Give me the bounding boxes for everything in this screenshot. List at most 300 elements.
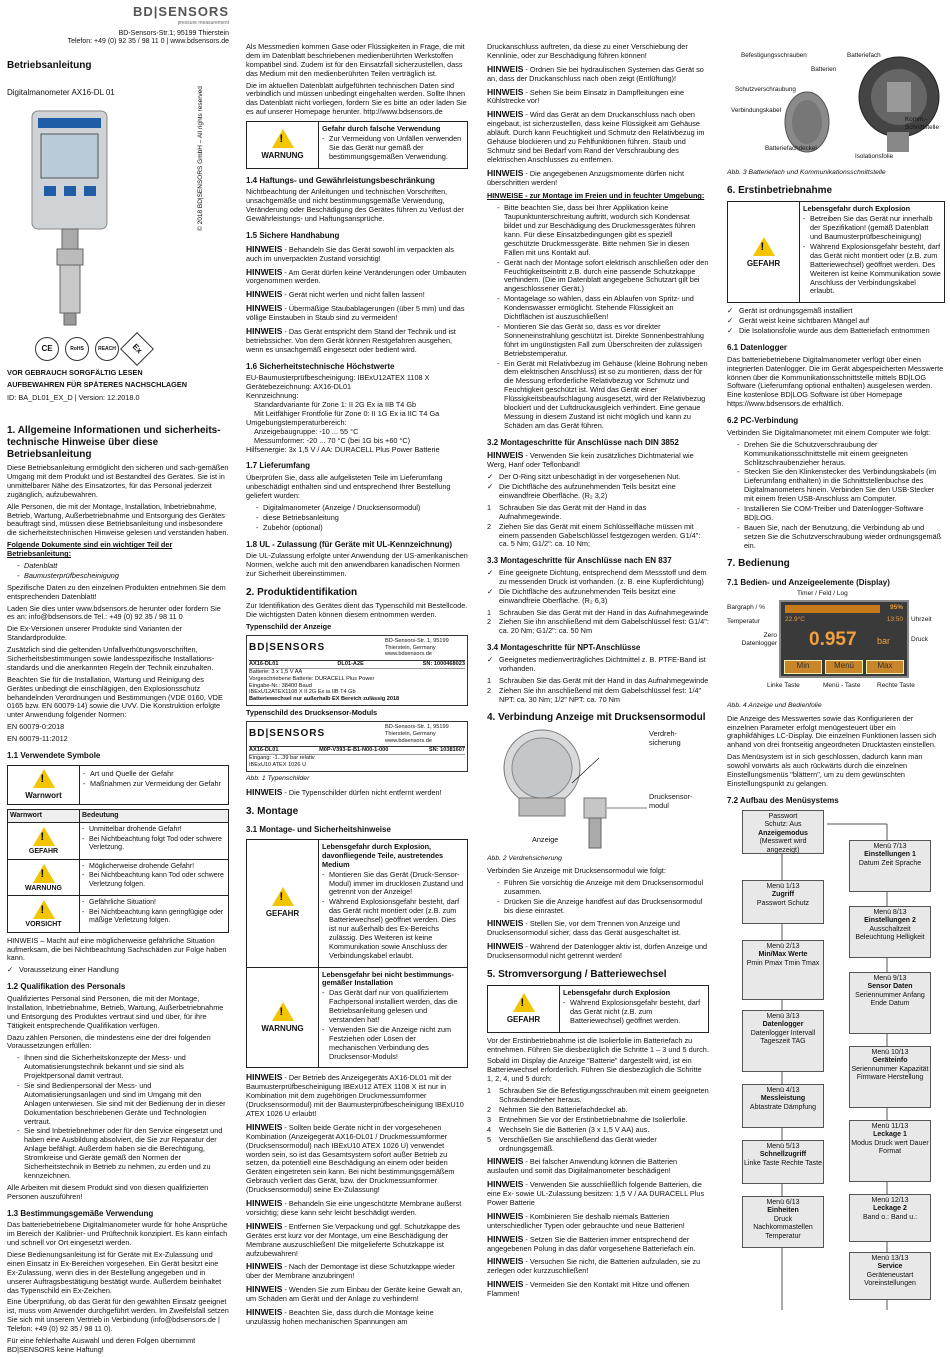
- check-list: [487, 656, 709, 674]
- menu-line: Band o.: Band u.:: [862, 1213, 918, 1221]
- value-line: Gerätebezeichnung: AX16-DL01: [246, 382, 352, 392]
- list-item: 5 Verschließen Sie anschließend das Gerät wieder ordnungsgemäß.: [487, 1134, 657, 1153]
- list-item: - Während Explosionsgefahr besteht, darf das Gerät nicht (z.B. zum Batteriewechsel) geöffnet werden.: [563, 999, 705, 1026]
- hinweis-label: HINWEIS: [487, 1179, 524, 1190]
- menu-box-1[interactable]: [742, 880, 824, 924]
- hinweis-text: - Gerät nicht werfen und nicht fallen lassen!: [282, 290, 425, 300]
- hinweis-text: - Der Betrieb des Anzeigegeräts AX16-DL01 mit der Baumusterprüfbescheinigung IBExU12 ATEX 1108 X ist nur in Kombination mit dem zugehörigen Druckmessumformer (Drucksensormodul) mit der Baumusterprüfbescheinigung IBExU10 ATEX 1026 U erlaubt!: [246, 1073, 464, 1119]
- hinweis-text: - Sehen Sie beim Einsatz in Dampfleitungen eine Kühlstrecke vor!: [487, 87, 684, 106]
- menu-box-title: Einheiten: [767, 1207, 799, 1215]
- figure-caption: Abb. 4 Anzeige und Bedienfolie: [727, 702, 822, 710]
- list-item: 1 Schrauben Sie das Gerät mit der Hand in das Aufnahmegewinde: [487, 675, 709, 685]
- hinweis-text: - Wird das Gerät an dem Druckanschluss nach oben eingebaut, ist sicherzustellen, dass keine Flüssigkeit am Gehäuse abläuft. Durch kann Feuchtigkeit und Schmutz den Relativbezug im Gehäuse blockieren und zu Fehlfunktionen führen. Staub und Schmutz sind bei Bedarf vom Rand der Verschraubung des elektrischen Anschlusses zu entfernen.: [487, 110, 705, 164]
- hinweis-note: [487, 918, 709, 938]
- check-list: [487, 473, 709, 501]
- menu-line: Pmin Pmax Tmin Tmax: [746, 959, 820, 967]
- warning-title: Lebensgefahr durch Explosion, davonfliegende Teile, austretendes Medium: [322, 841, 444, 869]
- hinweis-text: - Während der Datenlogger aktiv ist, dürfen Anzeige und Drucksensormodul nicht getrennt werden!: [487, 942, 708, 961]
- table-header: Warnwort: [8, 809, 80, 823]
- paragraph: Alle Arbeiten mit diesem Produkt sind von diesen qualifizierten Personen auszuführen!: [7, 1182, 209, 1201]
- display-label: Rechte Taste: [877, 682, 915, 690]
- paragraph: Das Menüsystem ist in sich geschlossen, dadurch kann man sowohl vorwärts als auch rückwärts durch die einzelnen Einstellungsmenüs "blättern", um zu dem gewünschten Einstellungspunkt zu gelangen.: [727, 752, 923, 788]
- hinweis-label: HINWEIS: [246, 787, 283, 798]
- list-item: - Bei Nichtbeachtung folgt Tod oder schwere Verletzung.: [82, 836, 226, 853]
- warning-triangle-icon: [272, 887, 294, 906]
- list-item: ✓ Eine geeignete Dichtung, entsprechend dem Messstoff und dem zu messenden Druck ist vorhanden. (z. B. eine Kupferdichtung): [487, 569, 709, 587]
- list-item: - Zur Vermeidung von Unfällen verwenden Sie das Gerät nur gemäß der bestimmungsgemäßen Verwendung.: [322, 135, 464, 162]
- address-line: BD-Sensors-Str.1; 95199 Thierstein: [118, 29, 229, 37]
- menu-line: Passwort Schutz: [756, 899, 810, 907]
- paragraph: Spezifische Daten zu den einzelnen Produkten entnehmen Sie dem entsprechenden Datenblatt!: [7, 582, 226, 601]
- rohs-mark-icon: RoHS: [65, 337, 89, 361]
- warning-triangle-icon: [33, 769, 55, 788]
- section-heading: 1.6 Sicherheitstechnische Höchstwerte: [246, 361, 395, 371]
- menu-line: Menü 1/13: [766, 882, 800, 890]
- list-item: - Art und Quelle der Gefahr: [83, 770, 225, 779]
- column-3: [487, 43, 709, 1302]
- menu-box-4[interactable]: [742, 1084, 824, 1128]
- section-heading: 3.1 Montage- und Sicherheitshinweise: [246, 825, 391, 835]
- figure-caption: Abb. 2 Verdrehsicherung: [487, 854, 562, 862]
- menu-box-13[interactable]: [849, 1252, 931, 1300]
- symbol-legend: [7, 765, 229, 805]
- model: AX16-DL01: [249, 661, 279, 668]
- list-item: - Zubehör (optional): [256, 524, 468, 533]
- hinweis-label: HINWEIS: [246, 1306, 283, 1317]
- hinweis-note: [487, 1156, 709, 1176]
- norm: EN 60079-0:2018: [7, 722, 65, 732]
- code: DL01-A2E: [337, 661, 364, 668]
- menu-box-title: Messleistung: [760, 1095, 806, 1103]
- menu-box-title: Sensor Daten: [867, 983, 913, 991]
- menu-line: Menü 6/13: [766, 1198, 800, 1206]
- list-item: ✓ Gerät ist ordnungsgemäß installiert: [727, 307, 945, 316]
- list-item: 1 Schrauben Sie das Gerät mit der Hand in das Aufnahmegewinde.: [487, 502, 647, 521]
- paragraph: Das batteriebetriebene Digitalmanometer wurde für hohe Ansprüche im Bereich der Kalibrier- und Prüftechnik konzipiert. Es kann einfach und schnell vor Ort eingesetzt werden.: [7, 1220, 228, 1248]
- hinweis-note: [246, 289, 468, 300]
- hinweis-note: [246, 326, 468, 355]
- logo-subtitle: pressure measurement: [177, 19, 229, 26]
- step-list: [487, 609, 709, 637]
- list-item: 1 Schrauben Sie das Gerät mit der Hand in das Aufnahmegewinde: [487, 607, 709, 617]
- hinweis-label: HINWEIS: [246, 325, 283, 336]
- doc-subtitle: Digitalmanometer AX16-DL 01: [7, 88, 115, 98]
- display-label: Menü - Taste: [823, 682, 861, 690]
- section-heading: 1.7 Lieferumfang: [246, 461, 311, 471]
- paragraph: Als Messmedien kommen Gase oder Flüssigkeiten in Frage, die mit dem im Datenblatt beschriebenen medienberührten Werkstoffen kompatibel sind. Zudem ist für den Einsatzfall sicherzustellen, dass das Medium mit den medienberührten Teilen verträglich ist.: [246, 43, 465, 78]
- hinweis-label: HINWEIS: [487, 941, 524, 952]
- display-label: Timer / Feld / Log: [797, 590, 848, 598]
- menu-box-title: Leckage 2: [873, 1205, 907, 1213]
- hinweis-text: - Vermeiden Sie den Kontakt mit Hitze und offenen Flammen!: [487, 1280, 690, 1299]
- menu-box-title: Einstellungen 2: [864, 917, 916, 925]
- menu-line: Abtastrate Dämpfung: [749, 1103, 817, 1111]
- warn-word: GEFAHR: [265, 909, 300, 919]
- keep-line-2: AUFBEWAHREN FÜR SPÄTERES NACHSCHLAGEN: [7, 379, 187, 389]
- step-list: [487, 504, 709, 549]
- menu-box-8[interactable]: [849, 906, 931, 958]
- menu-box-title: Datenlogger: [762, 1021, 804, 1029]
- warn-word: Warnwort: [25, 790, 62, 800]
- menu-line: Datum Zeit Sprache: [858, 859, 922, 867]
- menu-box-2[interactable]: [742, 940, 824, 1000]
- paragraph: Für eine fehlerhafte Auswahl und deren Folgen übernimmt BD|SENSORS keine Haftung!: [7, 1335, 196, 1354]
- warning-title: Lebensgefahr durch Explosion: [563, 988, 671, 998]
- menu-line: Ausschaltzeit Beleuchtung Helligkeit: [855, 925, 925, 942]
- section-heading: 6.1 Datenlogger: [727, 343, 788, 353]
- section-1-1-heading: 1.1 Verwendete Symbole: [7, 751, 101, 760]
- list-item: - Bauen Sie, nach der Benutzung, die Verbindung ab und setzen Sie die Schutzverschraubung wieder ordnungsgemäß ein.: [737, 524, 945, 551]
- check-list: [487, 569, 709, 606]
- list-item: ✓ Geeignetes medienverträgliches Dichtmittel z. B. PTFE-Band ist vorhanden.: [487, 656, 709, 674]
- check-list: [7, 966, 229, 975]
- display-label: Temperatur: [727, 618, 760, 626]
- figure-label: Befestigungsschrauben: [741, 52, 807, 59]
- menu-box-title: Geräteinfo: [872, 1057, 908, 1065]
- hinweis-label: HINWEIS: [487, 450, 524, 461]
- paragraph: Diese Betriebsanleitung ermöglicht den sicheren und sach-gemäßen Umgang mit dem Produkt und ist Bestandteil des Gerätes. Sie ist in unmittelbarer Nähe des Einsatzortes, für das Personal jederzeit zugänglich, aufzubewahren.: [7, 463, 229, 499]
- list-item: - Montieren Sie das Gerät (Druck-Sensor-Modul) immer im drucklosen Zustand und getrennt von der Anzeige!: [322, 871, 464, 898]
- warn-word: VORSICHT: [25, 921, 62, 929]
- warn-word: WARNUNG: [261, 151, 304, 161]
- section-1-2-heading: 1.2 Qualifikation des Personals: [7, 982, 126, 992]
- menu-line: Modus Druck wert Dauer Format: [851, 1139, 929, 1156]
- hinweis-text: - Behandeln Sie das Gerät sowohl im verpackten als auch im unverpackten Zustand vorsichtig!: [246, 244, 454, 263]
- display-figure: [727, 590, 945, 700]
- list-item: - Ihnen sind die Sicherheitskonzepte der Mess- und Automatisierungstechnik bekannt und sie sind als Projektpersonal damit vertraut.: [17, 1054, 229, 1081]
- list-item: - Verwenden Sie die Anzeige nicht zum Festziehen oder Lösen der mechanischen Verbindung des Drucksensor-Moduls!: [322, 1026, 464, 1062]
- code: M0P-V393-E-B1-N00-1-000: [319, 747, 389, 754]
- value-line: EU-Baumusterprüfbescheinigung: IBExU12ATEX 1108 X: [246, 373, 430, 383]
- column-2: [246, 43, 468, 1330]
- paragraph: Die Anzeige des Messwertes sowie das Konfigurieren der einzelnen Parameter erfolgt menügesteuert über ein graphikfähiges LC-Display. Die einzelnen Funktionen lassen sich anhand von drei frontseitig angeordneten Drucktasten einstellen.: [727, 713, 937, 750]
- list-item: ✓ Der O-Ring sitzt unbeschädigt in der vorgesehenen Nut.: [487, 473, 709, 482]
- menu-line: Menü 3/13: [766, 1012, 800, 1020]
- hinweis-label: HINWEIS: [487, 109, 524, 120]
- hinweis-note: [487, 450, 709, 470]
- list-item: - Baumusterprüfbescheinigung: [17, 572, 229, 581]
- doc-list: [17, 562, 229, 581]
- connect-list: [497, 879, 709, 916]
- warn-word: WARNUNG: [25, 884, 62, 892]
- menu-line: Druck Nachkommastellen Temperatur: [753, 1215, 813, 1240]
- warning-triangle-icon: [513, 993, 535, 1012]
- pressure-unit: bar: [877, 636, 891, 647]
- typeplate-address: BD-Sensors-Str. 1, 95199 Thierstein, Germany www.bdsensors.de: [385, 724, 449, 744]
- list-item: ✓ Voraussetzung einer Handlung: [7, 966, 229, 975]
- hinweis-note: [487, 1279, 709, 1299]
- hinweis-note: [246, 1198, 468, 1218]
- hinweis-text: - Bei falscher Anwendung können die Batterien auslaufen und somit das Digitalmanometer beschädigen!: [487, 1157, 678, 1176]
- menu-line: Menü 9/13: [873, 974, 907, 982]
- hinweis-label: HINWEIS: [246, 303, 283, 314]
- warning-title: Gefahr durch falsche Verwendung: [322, 124, 441, 134]
- hinweis-note: [246, 1221, 468, 1259]
- hinweis-note: [487, 168, 709, 188]
- paragraph: Laden Sie dies unter www.bdsensors.de herunter oder fordern Sie es an: info@bdsensors.de Tel.: +49 (0) 92 35 / 98 11 0: [7, 603, 221, 622]
- step-text: Wechseln Sie die Batterien (3 x 1,5 V AA) aus.: [499, 1124, 650, 1134]
- list-item: - Führen Sie vorsichtig die Anzeige mit dem Drucksensormodul zusammen.: [497, 879, 709, 897]
- list-item: - Montieren Sie das Gerät so, dass es vor direkter Sonneneinstrahlung geschützt ist. Direkte Sonnenbestrahlung führt im ungünstigsten Fall zum Überschreiten der zulässigen Betriebstemperatur.: [497, 323, 709, 359]
- serial: SN: 10381607: [428, 747, 465, 754]
- logo-text: BD|SENSORS: [249, 641, 326, 653]
- model: AX16-DL01: [249, 747, 279, 754]
- typeplate-line: Eingang: -1...39 bar relativ: [249, 755, 315, 762]
- menu-box-home[interactable]: [742, 810, 824, 854]
- paragraph: Zur Identifikation des Gerätes dient das Typenschild mit Bestellcode. Die wichtigsten Daten können diesem entnommen werden.: [246, 601, 468, 620]
- list-item: ✓ Die Dichtfläche des aufzunehmenden Teils besitzt eine einwandfreie Oberfläche. (R₂ 6,3): [487, 588, 709, 606]
- list-item: 2 Ziehen Sie ihn anschließend mit dem Gabelschlüssel fest: 1/4" NPT: ca. 30 Nm; 1/2" NPT: ca. 70 Nm: [487, 685, 702, 704]
- step-text: Ziehen Sie ihn anschließend mit dem Gabelschlüssel fest: G1/4": ca. 20 Nm; G1/2": ca. 50 Nm: [499, 617, 709, 636]
- display-label: Druck: [911, 636, 928, 644]
- hinweis-label: HINWEIS: [487, 1233, 524, 1244]
- list-item: 2 Nehmen Sie den Batteriefachdeckel ab.: [487, 1104, 628, 1114]
- logo-text: BD|SENSORS: [133, 4, 229, 19]
- typeplate-line: Vorgeschriebene Batterie: DURACELL Plus Power: [249, 675, 375, 682]
- table-row: [8, 823, 229, 860]
- min-key[interactable]: Min: [784, 660, 822, 674]
- ex-mark-icon: Ex: [120, 332, 154, 366]
- hinweis-label: HINWEIS: [487, 1156, 524, 1167]
- list-item: - Installieren Sie COM-Treiber und Datenlogger-Software BD|LOG.: [737, 505, 945, 523]
- menu-line: (Messwert wird angezeigt): [759, 838, 807, 854]
- hinweis-group: [246, 1072, 468, 1326]
- pressure-value: 0.957: [809, 629, 857, 651]
- menu-box-title: Anzeigemodus: [758, 829, 808, 837]
- paragraph: Verbinden Sie Digitalmanometer mit einem Computer wie folgt:: [727, 427, 931, 437]
- list-item: 3 Entnehmen Sie vor der Erstinbetriebnahme die Isolierfolie.: [487, 1114, 688, 1124]
- list-item: - Während Explosionsgefahr besteht, darf das Gerät nicht montiert oder (z.B. zum Batteriewechsel) geöffnet werden. Dies ist nur außerhalb des Ex-Bereichs zulässig. Des Weiteren ist keine Kommunikation sowie Anschluss der Verbindungskabel erlaubt.: [322, 898, 464, 960]
- list-item: - Während Explosionsgefahr besteht, darf das Gerät nicht montiert oder (z.B. zum Batteriewechsel) geöffnet werden. Des Weiteren ist keine Kommunikation sowie Anschluss der Verbindungskabel erlaubt.: [803, 243, 941, 296]
- hinweis-label: HINWEIS: [246, 1072, 283, 1083]
- paragraph: Die UL-Zulassung erfolgte unter Anwendung der US-amerikanischen Normen, welche auch mit den anwendbaren kanadischen Normen zur Sicherheit übereinstimmen.: [246, 551, 468, 579]
- menu-line: Menü 11/13: [871, 1122, 909, 1130]
- hinweis-text: - Behandeln Sie eine ungeschützte Membrane äußerst vorsichtig; diese kann sehr leicht beschädigt werden.: [246, 1199, 462, 1217]
- menu-line: Menü 8/13: [873, 908, 907, 916]
- menu-line: Menü 5/13: [766, 1142, 800, 1150]
- figure-label: Isolationsfolie: [855, 153, 894, 160]
- value-line: Messumformer: -20 ... 70 °C (bei 1G bis +60 °C): [254, 435, 411, 445]
- list-item: 2 Ziehen Sie ihn anschließend mit dem Gabelschlüssel fest: G1/4": ca. 20 Nm; G1/2": ca. 50 Nm: [487, 617, 709, 636]
- warn-word: WARNUNG: [261, 1023, 304, 1033]
- value-line: Hilfsenergie: 3x 1,5 V / AA: DURACELL Plus Power Batterie: [246, 444, 440, 454]
- hinweis-note: [246, 303, 468, 323]
- warning-triangle-icon: [272, 1002, 294, 1021]
- typeplate-line: Batteriewechsel nur außerhalb EX Bereich zulässig 2018: [249, 696, 400, 703]
- typeplate-address: BD-Sensors-Str. 1, 95199 Thierstein, Germany www.bdsensors.de: [385, 637, 449, 658]
- menu-box-11[interactable]: [849, 1120, 931, 1182]
- menu-line: Schutz: Aus: [764, 821, 802, 829]
- menu-box-10[interactable]: [849, 1046, 931, 1108]
- hinweis-label: HINWEIS: [246, 1284, 283, 1295]
- list-item: ✓ Die Isolationsfolie wurde aus dem Batteriefach entnommen: [727, 327, 945, 336]
- hinweis-note: [487, 1211, 709, 1231]
- hinweis-label: HINWEIS: [487, 1256, 524, 1267]
- step-text: Entnehmen Sie vor der Erstinbetriebnahme die Isolierfolie.: [499, 1114, 688, 1124]
- menu-box-7[interactable]: [849, 840, 931, 892]
- menu-box-3[interactable]: [742, 1010, 824, 1072]
- typeplate-line: Batterie: 3 x 1,5 V AA: [249, 669, 303, 676]
- typeplate-line: Eingabe-Nr.: 38400 Baud: [249, 682, 312, 689]
- hinweis-note: [246, 1307, 468, 1327]
- paragraph: Qualifiziertes Personal sind Personen, die mit der Montage, Installation, Inbetriebnahme, Betrieb, Wartung, Außerbetriebnahme und Entsorgung des Produktes vertraut sind und über, für ihre Tätigkeit entsprechende Qualifikation verfügen.: [7, 993, 224, 1030]
- warning-triangle-icon: [33, 827, 55, 846]
- lcd-display: [779, 600, 909, 678]
- hinweis-label: HINWEIS: [246, 266, 283, 277]
- hinweis-label: HINWEIS: [246, 1198, 283, 1209]
- warning-triangle-icon: [33, 864, 55, 883]
- hinweis-label: HINWEIS: [246, 1121, 283, 1132]
- menu-box-title: Zugriff: [771, 891, 795, 899]
- hinweis-group: [246, 244, 468, 355]
- section-heading: 3.4 Montageschritte für NPT-Anschlüsse: [487, 643, 641, 653]
- section-heading: 7.2 Aufbau des Menüsystems: [727, 795, 839, 805]
- paragraph: Zusätzlich sind die geltenden Unfallverhütungsvorschriften, Sicherheitsbestimmungen sowie landesspezifische Installations-standards und die anerkannten Regeln der Technik einzuhalten.: [7, 645, 215, 672]
- max-values: [246, 374, 468, 454]
- display-label: Linke Taste: [767, 682, 800, 690]
- norm: EN 60079-11:2012: [7, 734, 68, 744]
- hinweis-note: [246, 1122, 468, 1195]
- bargraph-percent: 95%: [889, 604, 903, 612]
- list-item: ✓ Die Dichtfläche des aufzunehmenden Teils besitzt eine einwandfreie Oberfläche. (R₂ 3,2): [487, 483, 709, 501]
- pc-list: [737, 441, 945, 551]
- bargraph: [785, 605, 880, 613]
- figure-label: Batterien: [811, 66, 837, 73]
- figure-caption: Abb. 3 Batteriefach und Kommunikationsschnittstelle: [727, 169, 886, 176]
- paragraph: Überprüfen Sie, dass alle aufgelisteten Teile im Lieferumfang unbeschädigt enthalten sind und entsprechend Ihrer Bestellung geliefert wurden:: [246, 473, 451, 500]
- menu-box-5[interactable]: [742, 1140, 824, 1184]
- value-line: Mit Leitfähiger Frontfolie für Zone 0: II 1G Ex ia IIC T4 Ga: [254, 408, 440, 418]
- paragraph: Verbinden Sie Anzeige mit Drucksensormodul wie folgt:: [487, 865, 666, 875]
- section-heading: 1.8 UL - Zulassung (für Geräte mit UL-Kennzeichnung): [246, 539, 453, 549]
- keep-line-1: VOR GEBRAUCH SORGFÄLTIG LESEN: [7, 367, 143, 377]
- section-heading: 6.2 PC-Verbindung: [727, 416, 799, 426]
- list-item: 2 Ziehen Sie das Gerät mit einem Schlüsselfläche müssen mit einem passenden Gabelschlüssel festgezogen werden. G1/4": ca. 5 Nm; G1/2": ca. 10 Nm;: [487, 521, 701, 549]
- section-6-heading: 6. Erstinbetriebnahme: [727, 185, 833, 197]
- company-logo: [7, 4, 229, 26]
- menu-key[interactable]: Menü: [825, 660, 863, 674]
- hinweis-label: HINWEIS: [487, 63, 524, 74]
- list-item: - Betreiben Sie das Gerät nur innerhalb der Spezifikation! (gemäß Datenblatt und Baumusterprüfbescheinigung): [803, 215, 941, 242]
- section-heading: 1.4 Haftungs- und Gewährleistungsbeschränkung: [246, 175, 435, 185]
- menu-box-6[interactable]: [742, 1196, 824, 1248]
- warn-label: [8, 766, 80, 804]
- list-item: - Datenblatt: [17, 562, 229, 571]
- max-key[interactable]: Max: [866, 660, 904, 674]
- section-5-heading: 5. Stromversorgung / Batteriewechsel: [487, 968, 667, 980]
- figure-label: Batteriefachdeckel: [765, 145, 817, 152]
- list-item: - Digitalmanometer (Anzeige / Drucksensormodul): [256, 504, 468, 513]
- menu-box-title: Service: [877, 1263, 903, 1271]
- step-text: Schrauben Sie das Gerät mit der Hand in das Aufnahmegewinde: [499, 607, 709, 617]
- step-text: Nehmen Sie den Batteriefachdeckel ab.: [499, 1104, 628, 1114]
- warning-box: [246, 121, 468, 169]
- section-heading: 3.2 Montageschritte für Anschlüsse nach DIN 3852: [487, 437, 679, 447]
- step-text: Ziehen Sie ihn anschließend mit dem Gabelschlüssel fest: 1/4" NPT: ca. 30 Nm; 1/2" NPT: ca. 70 Nm: [499, 685, 702, 704]
- hinweis-note: HINWEIS – Macht auf eine möglicherweise gefährliche Situation aufmerksam, die bei Nichtbeachtung Sachschäden zur Folge haben kann.: [7, 935, 227, 963]
- hinweis-text: - Nach der Demontage ist diese Schutzkappe wieder über der Membrane anzubringen!: [246, 1262, 455, 1281]
- ce-mark-icon: CE: [35, 337, 59, 361]
- hinweis-text: - Das Gerät entspricht dem Stand der Technik und ist betriebssicher. Von dem Gerät können Restgefahren ausgehen, wenn es unsachgemäß eingesetzt oder bedient wird.: [246, 326, 456, 354]
- hinweis-note: [487, 64, 709, 84]
- hinweis-text: - Die Typenschilder dürfen nicht entfernt werden!: [282, 788, 442, 798]
- list-item: - Gerät nach der Montage sofort elektrisch anschließen oder den Feuchtigkeitseintritt z.B. durch eine passende Schutzkappe verhindern. (Die im Datenblatt angegebene Schutzart gilt bei angeschlossener Gerät.): [497, 259, 709, 295]
- paragraph: Beachten Sie für die Installation, Wartung und Reinigung des Gerätes unbedingt die einschlägigen, den Explosionsschutz behandelnden Verordnungen und Bestimmungen (VDE 0160, VDE 0165 bzw. EN 60079-14) sowie die UVV. Die Konstruktion erfolgte unter Anwendung folgender Normen:: [7, 674, 223, 720]
- hinweis-label: HINWEIS: [487, 86, 524, 97]
- hinweis-label: HINWEIS: [487, 1279, 524, 1290]
- figure-label: Verbindungskabel: [731, 107, 782, 114]
- warn-word: GEFAHR: [28, 848, 59, 856]
- list-item: - Maßnahmen zur Vermeidung der Gefahr: [83, 780, 225, 789]
- list-item: - Unmittelbar drohende Gefahr!: [82, 826, 226, 835]
- header: [7, 4, 229, 59]
- column-4: [727, 52, 945, 1315]
- outdoor-list: [497, 204, 709, 430]
- list-item: - Bei Nichtbeachtung kann geringfügige oder mäßige Verletzung folgen.: [82, 909, 226, 926]
- qualification-list: [17, 1054, 229, 1180]
- hinweis-label: HINWEIS: [246, 1261, 283, 1272]
- hinweis-text: - Stellen Sie, vor dem Trennen von Anzeige und Drucksensormodul sicher, dass das Gerät ausgeschaltet ist.: [487, 919, 681, 938]
- typeplate-line: IBExU10 ATEX 1026 U: [249, 762, 307, 769]
- list-item: - Ein Gerät mit Relativbezug im Gehäuse (kleine Bohrung neben dem elektrischen Anschluss) ist so zu montieren, dass der für die Messung erforderliche Relativbezug vor Schmutz und Feuchtigkeit geschützt ist. Wird das Gerät einer Flüssigkeitsbeaufschlagung ausgesetzt, wird der Relativbezug blockiert und der Luftdruckausgleich verhindert. Eine genaue Messung in diesem Zustand ist nicht möglich und kann zu Schäden am das Gerät führen.: [497, 360, 709, 431]
- step-list: [487, 677, 709, 705]
- typeplate-title: Typenschild des Drucksensor-Moduls: [246, 708, 378, 718]
- menu-box-9[interactable]: [849, 972, 931, 1034]
- warning-triangle-icon: [272, 129, 294, 148]
- hinweis-text: - Entfernen Sie Verpackung und ggf. Schutzkappe des Gerätes erst kurz vor der Montage, um eine Beschädigung der Membrane auszuschließen! Die mitgelieferte Schutzkappe ist aufzubewahren!: [246, 1221, 461, 1258]
- hinweis-text: - Setzen Sie die Batterien immer entsprechend der angegebenen Polung in das dafür vorgesehene Batteriefach ein.: [487, 1234, 696, 1253]
- warning-triangle-icon: [753, 237, 775, 256]
- section-2-heading: 2. Produktidentifikation: [246, 586, 358, 598]
- menu-line: Menü 4/13: [766, 1086, 800, 1094]
- typeplate-title: Typenschild der Anzeige: [246, 621, 332, 631]
- value-line: Kennzeichnung:: [246, 391, 299, 401]
- menu-box-title: Leckage 1: [873, 1131, 907, 1139]
- hinweis-text: - Versuchen Sie nicht, die Batterien aufzuladen, sie zu zerlegen oder kurzzuschließen!: [487, 1257, 701, 1276]
- section-1-heading: 1. Allgemeine Informationen und sicherheits-technische Hinweise über diese Betriebsanleitung: [7, 424, 221, 460]
- serial: SN: 1000468023: [422, 661, 465, 668]
- warning-title: Lebensgefahr durch Explosion: [803, 204, 911, 214]
- paragraph: Druckanschluss auftreten, da diese zu einer Verschiebung der Kennlinie, oder zur Beschädigung führen können!: [487, 43, 688, 60]
- hinweis-note: [246, 1072, 468, 1118]
- step-text: Schrauben Sie das Gerät mit der Hand in das Aufnahmegewinde: [499, 675, 709, 685]
- outdoor-heading: HINWEISE - zur Montage im Freien und in feuchter Umgebung:: [487, 191, 705, 201]
- value-line: Anzeigebaugruppe: -10 ... 55 °C: [254, 426, 359, 436]
- paragraph: Dazu zählen Personen, die mindestens eine der drei folgenden Voraussetzungen erfüllen:: [7, 1032, 211, 1051]
- menu-line: Menü 10/13: [871, 1048, 909, 1056]
- menu-box-12[interactable]: [849, 1194, 931, 1242]
- step-text: Schrauben Sie das Gerät mit der Hand in das Aufnahmegewinde.: [499, 502, 647, 521]
- hinweis-note: [487, 87, 709, 107]
- list-item: - Sie sind Bedienpersonal der Mess- und Automatisierungsanlagen und sind im Umgang mit den Anlagen unterwiesen. Sie sind mit der Bedienung der in dieser Dokumentation beschriebenen Geräte und Technologien vertraut.: [17, 1082, 229, 1126]
- hinweis-label: HINWEIS: [246, 1220, 283, 1231]
- connection-figure: [487, 728, 647, 853]
- list-item: - Sie sind Inbetriebnehmer oder für den Service eingesetzt und haben eine Ausbildung absolviert, die Sie zur Reparatur der Anlage befähigt. Außerdem haben sie die Berechtigung, Stromkreise und Geräte gemäß den Normen der Sicherheitstechnik in Betrieb zu nehmen, zu erden und zu kennzeichnen.: [17, 1127, 229, 1180]
- list-item: - Stecken Sie den Klinkenstecker des Verbindungskabels (im Lieferumfang enthalten) in die Schnittstellenbuchse des Digitalmanometers hinein. Verbinden Sie den USB-Stecker mit einem freien USB-Anschluss am Computer.: [737, 468, 945, 504]
- figure-3: [727, 52, 945, 167]
- address: [7, 30, 229, 47]
- menu-line: Seriennummer Anfang Ende Datum: [855, 991, 925, 1008]
- list-item: - Bitte beachten Sie, dass bei Ihrer Applikation keine Taupunktunterschreitung auftritt, wodurch sich Kondensat bildet und zur Beschädigung des Druckmessgerätes führen kann. Für diese Einsatzbedingungen gibt es speziell geschützte Druckmessgeräte. Bitte nehmen Sie in diesen Fällen mit uns Kontakt auf.: [497, 204, 709, 257]
- table-header: Bedeutung: [80, 809, 229, 823]
- menu-box-title: Min/Max Werte: [758, 951, 808, 959]
- danger-box: [487, 985, 709, 1033]
- table-row: [8, 896, 229, 933]
- warning-table: [7, 809, 229, 933]
- warning-triangle-icon: [33, 900, 55, 919]
- time-value: 13:50: [886, 616, 903, 624]
- hinweis-note: [246, 1261, 468, 1281]
